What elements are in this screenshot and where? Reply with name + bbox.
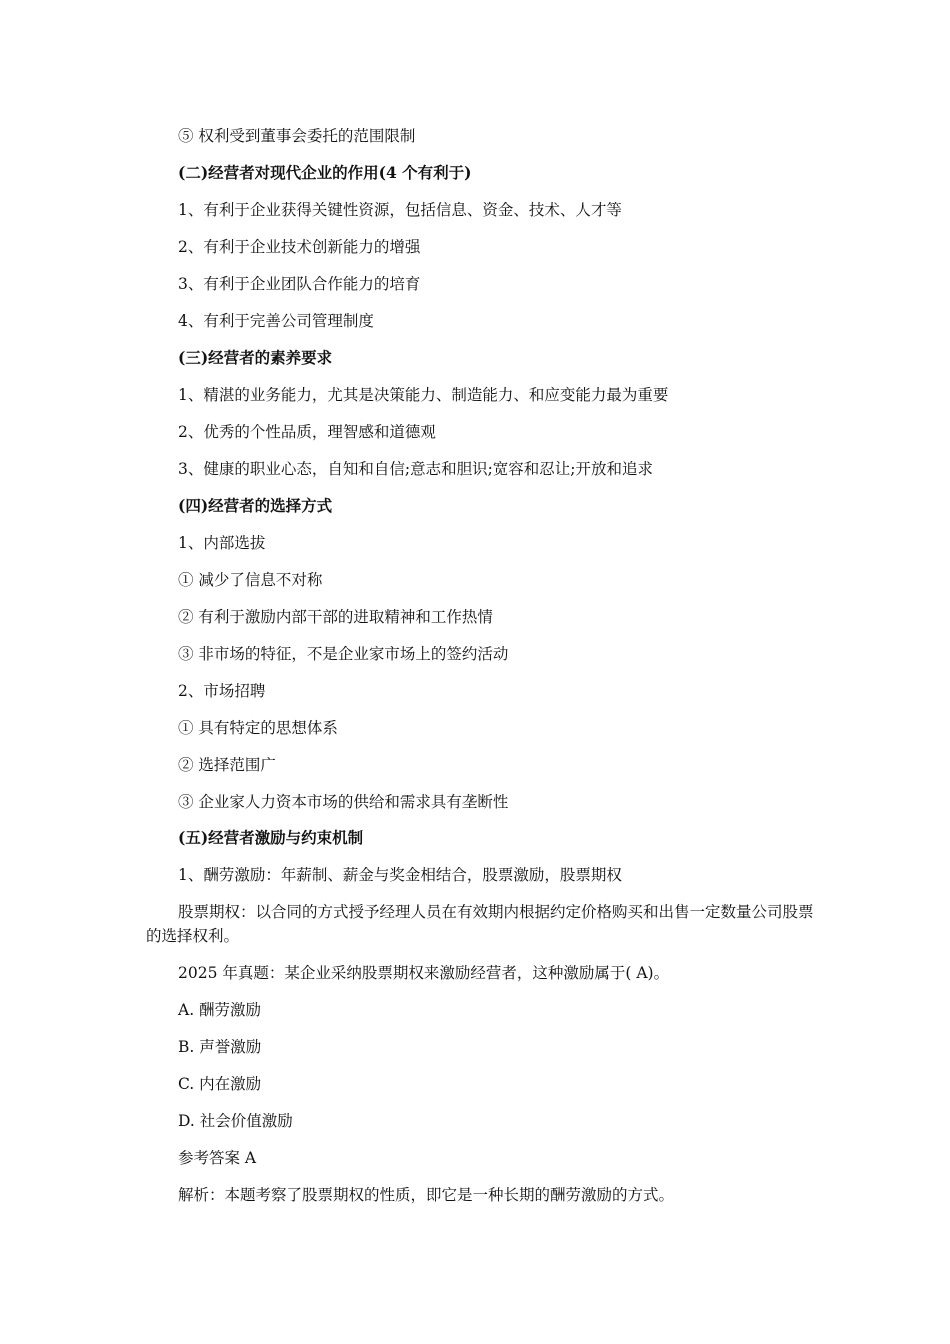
list-item: ① 具有特定的思想体系 (178, 719, 338, 737)
list-item: ③ 企业家人力资本市场的供给和需求具有垄断性 (178, 793, 509, 811)
option-b: B. 声誉激励 (178, 1038, 262, 1056)
list-item: 2、市场招聘 (178, 682, 266, 700)
list-item: ① 减少了信息不对称 (178, 571, 323, 589)
option-a: A. 酬劳激励 (178, 1001, 262, 1019)
list-item: 1、有利于企业获得关键性资源，包括信息、资金、技术、人才等 (178, 201, 622, 219)
list-item: 1、内部选拔 (178, 534, 266, 552)
list-item: 1、精湛的业务能力，尤其是决策能力、制造能力、和应变能力最为重要 (178, 386, 669, 404)
list-item: 2、优秀的个性品质，理智感和道德观 (178, 423, 436, 441)
exam-question: 2025 年真题：某企业采纳股票期权来激励经营者，这种激励属于( A)。 (178, 964, 670, 982)
explanation: 解析：本题考察了股票期权的性质，即它是一种长期的酬劳激励的方式。 (178, 1186, 675, 1204)
section-heading-3: (三)经营者的素养要求 (178, 348, 333, 367)
reference-answer: 参考答案 A (178, 1149, 257, 1167)
list-item: 3、健康的职业心态，自知和自信;意志和胆识;宽容和忍让;开放和追求 (178, 460, 654, 478)
list-item: ② 选择范围广 (178, 756, 276, 774)
list-item-power-limit: ⑤ 权利受到董事会委托的范围限制 (178, 127, 416, 145)
list-item: 4、有利于完善公司管理制度 (178, 312, 374, 330)
section-heading-5: (五)经营者激励与约束机制 (178, 828, 364, 847)
section-heading-2: (二)经营者对现代企业的作用(4 个有利于) (178, 163, 472, 182)
option-d: D. 社会价值激励 (178, 1112, 293, 1130)
list-item: 3、有利于企业团队合作能力的培育 (178, 275, 421, 293)
stock-option-definition: 股票期权：以合同的方式授予经理人员在有效期内根据约定价格购买和出售一定数量公司股票的选择权利。 (146, 903, 814, 945)
section-heading-4: (四)经营者的选择方式 (178, 496, 333, 515)
list-item: ③ 非市场的特征，不是企业家市场上的签约活动 (178, 645, 509, 663)
option-c: C. 内在激励 (178, 1075, 262, 1093)
list-item: 1、酬劳激励：年薪制、薪金与奖金相结合，股票激励，股票期权 (178, 866, 622, 884)
list-item: ② 有利于激励内部干部的进取精神和工作热情 (178, 608, 493, 626)
list-item: 2、有利于企业技术创新能力的增强 (178, 238, 421, 256)
